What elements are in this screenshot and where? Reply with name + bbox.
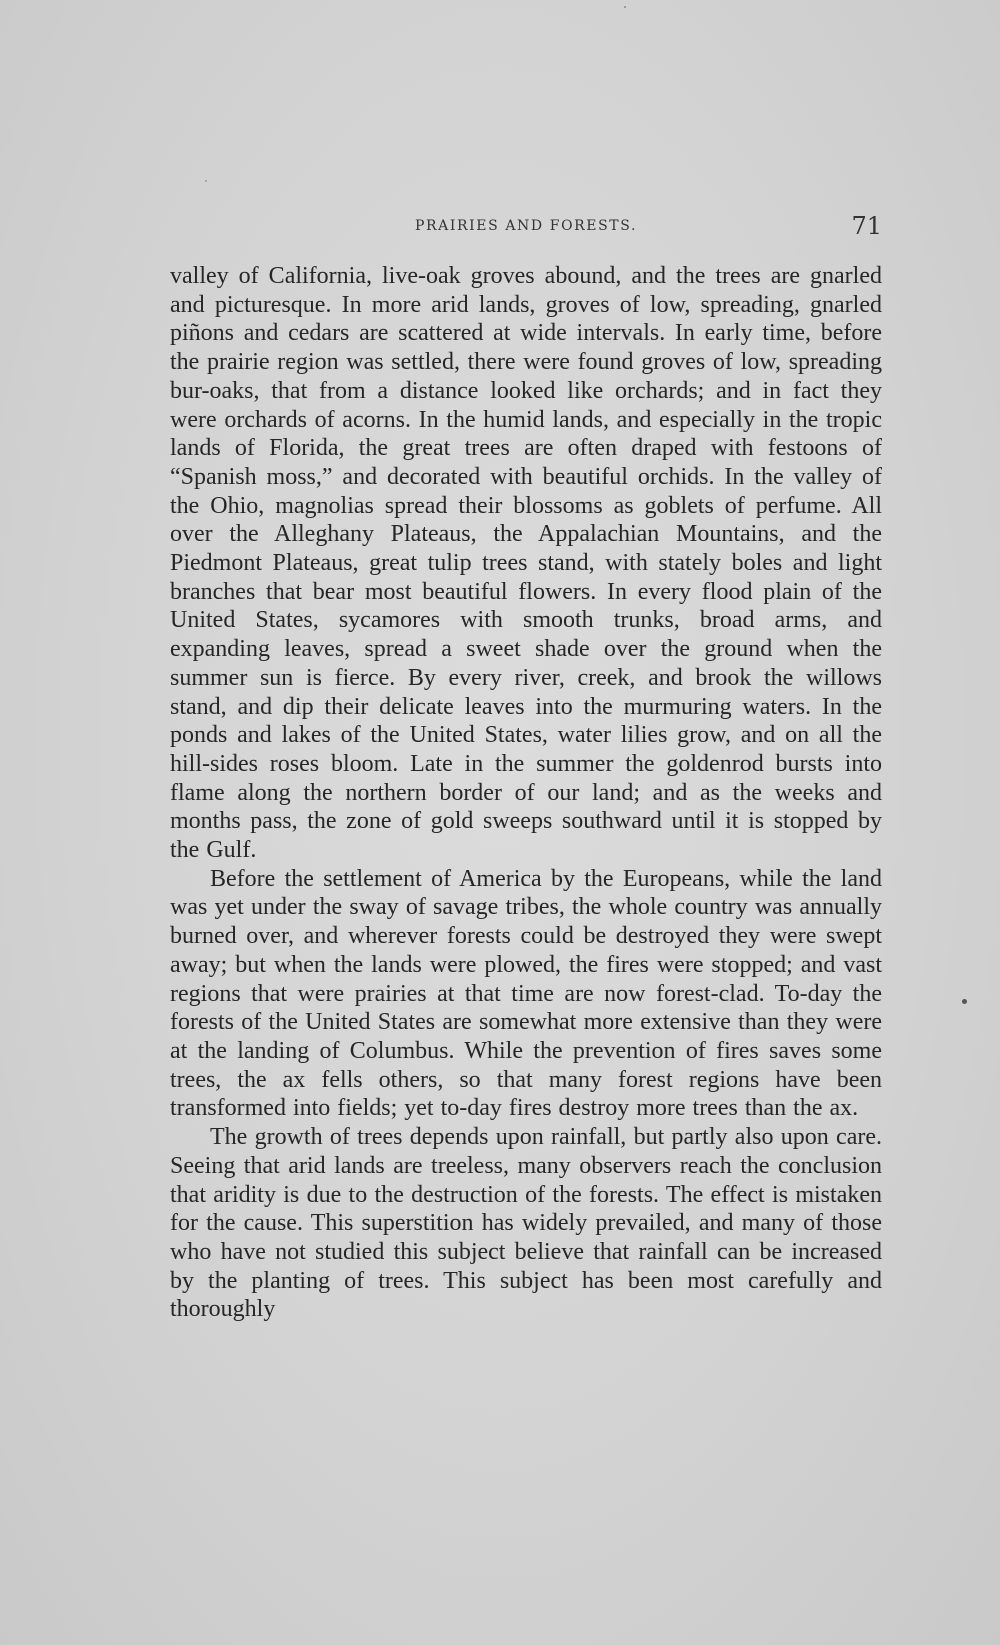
running-title: PRAIRIES AND FORESTS. xyxy=(415,218,637,234)
paragraph-1: valley of California, live-oak groves abound, and the trees are gnarled and picturesque. In more arid lands, groves of low, spreading, gnarled piñons and cedars are scattered at wide intervals. In early time, before the prairie region was settled, there were found groves of low, spreading bur-oaks, that from a distance looked like orchards; and in fact they were orchards of acorns. In the humid lands, and especially in the tropic lands of Florida, the great trees are often draped with festoons of “Spanish moss,” and decorated with beautiful orchids. In the valley of the Ohio, magnolias spread their blossoms as goblets of perfume. All over the Alleghany Plateaus, the Appalachian Mountains, and the Piedmont Plateaus, great tulip trees stand, with stately boles and light branches that bear most beautiful flowers. In every flood plain of the United States, sycamores with smooth trunks, broad arms, and expanding leaves, spread a sweet shade over the ground when the summer sun is fierce. By every river, creek, and brook the willows stand, and dip their delicate leaves into the murmuring waters. In the ponds and lakes of the United States, water lilies grow, and on all the hill-sides roses bloom. Late in the summer the goldenrod bursts into flame along the northern border of our land; and as the weeks and months pass, the zone of gold sweeps southward until it is stopped by the Gulf. xyxy=(170,263,882,864)
scan-speck xyxy=(624,6,626,8)
paragraph-2: Before the settlement of America by the Europeans, while the land was yet under the sway of savage tribes, the whole country was annually burned over, and wherever forests could be destroyed they were swept away; but when the lands were plowed, the fires were stopped; and vast regions that were prairies at that time are now forest-clad. To-day the forests of the United States are somewhat more extensive than they were at the landing of Columbus. While the prevention of fires saves some trees, the ax fells others, so that many forest regions have been transformed into fields; yet to-day fires destroy more trees than the ax. xyxy=(170,865,882,1122)
scan-speck xyxy=(962,999,967,1004)
running-head xyxy=(170,212,882,242)
page-number: 71 xyxy=(851,212,882,240)
paragraph-3: The growth of trees depends upon rainfall, but partly also upon care. Seeing that arid lands are treeless, many observers reach the conclusion that aridity is due to the destruction of the forests. The effect is mistaken for the cause. This superstition has widely prevailed, and many of those who have not studied this subject believe that rainfall can be increased by the planting of trees. This subject has been most carefully and thoroughly xyxy=(170,1124,882,1323)
body-text xyxy=(170,262,882,1324)
scan-speck xyxy=(205,180,207,182)
